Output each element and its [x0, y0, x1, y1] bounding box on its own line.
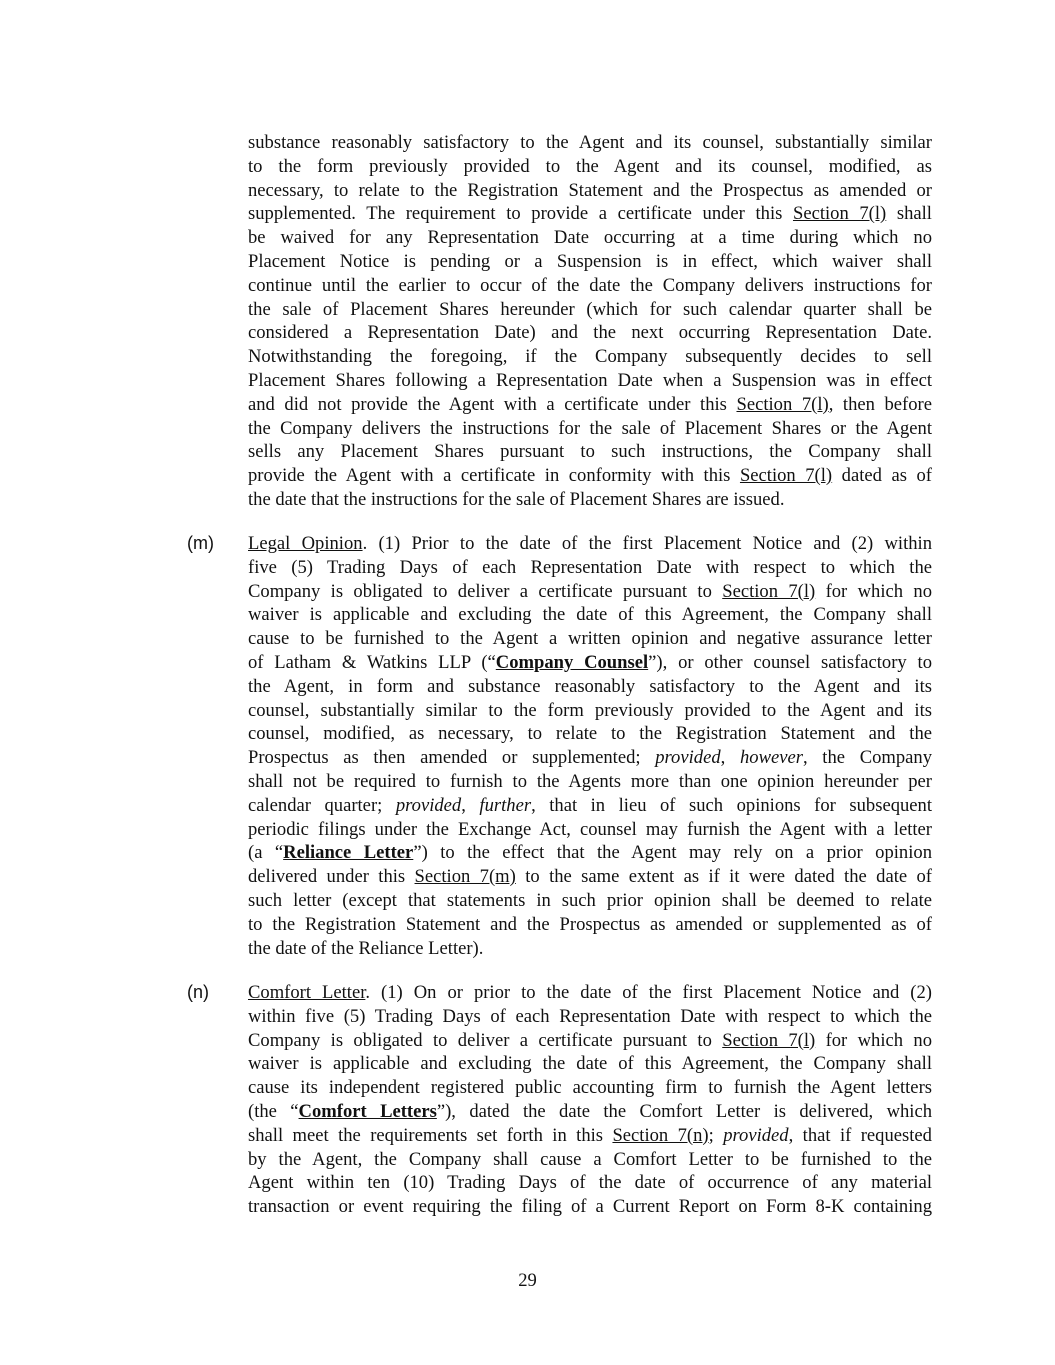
text-line — [248, 440, 932, 464]
text-line — [248, 981, 932, 1005]
text-span: periodic filings under the Exchange Act, counsel may furnish the Agent with a letter — [248, 818, 932, 840]
text-line — [248, 722, 932, 746]
text-line — [248, 818, 932, 842]
text-span: the sale of Placement Shares hereunder (which for such calendar quarter shall be — [248, 298, 932, 320]
text-span: waiver is applicable and excluding the date of this Agreement, the Company shall — [248, 604, 932, 626]
text-line — [248, 532, 932, 556]
text-line — [248, 1124, 932, 1148]
text-span: counsel, substantially similar to the form previously provided to the Agent and its — [248, 699, 932, 721]
text-span: , — [720, 747, 740, 769]
text-span: (the “ — [248, 1100, 299, 1122]
text-span: sells any Placement Shares pursuant to such instructions, the Company shall — [248, 441, 932, 463]
text-span: Notwithstanding the foregoing, if the Company subsequently decides to sell — [248, 346, 932, 368]
cross-reference: Section 7(l) — [722, 1029, 816, 1051]
text-line — [248, 1148, 932, 1172]
text-span: , that if requested — [788, 1124, 932, 1146]
text-span: cause its independent registered public accounting firm to furnish the Agent letters — [248, 1077, 932, 1099]
text-line — [248, 937, 932, 961]
text-line — [248, 464, 932, 488]
text-line — [248, 675, 932, 699]
text-line — [248, 155, 932, 179]
emphasis-text: provided — [395, 794, 462, 816]
text-line — [248, 1195, 932, 1219]
text-line — [248, 627, 932, 651]
text-line — [248, 274, 932, 298]
text-span: calendar quarter; — [248, 794, 396, 816]
text-span: ”), dated the date the Comfort Letter is delivered, which — [436, 1100, 933, 1122]
text-span: shall not be required to furnish to the Agents more than one opinion hereunder per — [248, 770, 932, 792]
text-span: for which no — [815, 580, 932, 602]
text-line — [248, 746, 932, 770]
text-span: for which no — [815, 1029, 932, 1051]
emphasis-text: however — [739, 747, 803, 769]
defined-term: Comfort Letters — [298, 1100, 437, 1122]
text-span: of Latham & Watkins LLP (“ — [248, 651, 496, 673]
text-line — [248, 794, 932, 818]
text-span: the Agent, in form and substance reasonably satisfactory to the Agent and its — [248, 675, 932, 697]
text-line — [248, 179, 932, 203]
text-line — [248, 345, 932, 369]
emphasis-text: provided — [723, 1124, 789, 1146]
text-span: Prospectus as then amended or supplemented; — [248, 747, 656, 769]
text-span: . (1) Prior to the date of the first Placement Notice and (2) within — [362, 533, 933, 554]
text-span: waiver is applicable and excluding the date of this Agreement, the Company shall — [248, 1053, 932, 1075]
text-span: ”) to the effect that the Agent may rely on a prior opinion — [413, 842, 932, 864]
text-span: such letter (except that statements in such prior opinion shall be deemed to relate — [248, 889, 932, 911]
text-span: delivered under this — [248, 866, 415, 888]
defined-term: Reliance Letter — [283, 842, 414, 864]
cross-reference: Section 7(n) — [612, 1124, 709, 1146]
text-span: be waived for any Representation Date occurring at a time during which no — [248, 227, 932, 249]
text-span: and did not provide the Agent with a certificate under this — [248, 393, 737, 415]
text-span: by the Agent, the Company shall cause a Comfort Letter to be furnished to the — [248, 1148, 932, 1170]
text-span: necessary, to relate to the Registration Statement and the Prospectus as amended or — [248, 179, 932, 201]
text-span: Placement Notice is pending or a Suspension is in effect, which waiver shall — [248, 250, 932, 272]
cross-reference: Legal Opinion — [248, 533, 363, 554]
text-line — [248, 298, 932, 322]
text-line — [248, 865, 932, 889]
text-span: Company is obligated to deliver a certificate pursuant to — [248, 1029, 723, 1051]
text-line — [248, 770, 932, 794]
cross-reference: Comfort Letter — [248, 982, 366, 1003]
text-line — [248, 393, 932, 417]
cross-reference: Section 7(m) — [414, 866, 516, 888]
text-span: ; — [708, 1124, 724, 1146]
text-line — [248, 889, 932, 913]
text-line — [248, 651, 932, 675]
page-number: 29 — [518, 1270, 537, 1291]
text-span: dated as of — [832, 465, 932, 487]
cross-reference: Section 7(l) — [739, 465, 833, 487]
text-line — [248, 1171, 932, 1195]
text-line — [248, 1029, 932, 1053]
text-line — [248, 556, 932, 580]
clause-label-m: (m) — [187, 533, 214, 553]
text-line — [248, 913, 932, 937]
text-line — [248, 1076, 932, 1100]
text-line — [248, 580, 932, 604]
text-span: (a “ — [248, 842, 284, 864]
text-line — [248, 699, 932, 723]
text-span: the Company delivers the instructions for the sale of Placement Shares or the Agent — [248, 417, 932, 439]
text-line — [248, 226, 932, 250]
text-line — [248, 321, 932, 345]
text-span: , — [461, 794, 480, 816]
text-line — [248, 1005, 932, 1029]
text-span: Placement Shares following a Representation Date when a Suspension was in effect — [248, 369, 932, 391]
defined-term: Company Counsel — [495, 651, 649, 673]
text-span: provide the Agent with a certificate in conformity with this — [248, 465, 740, 487]
emphasis-text: further — [479, 794, 532, 816]
text-span: the date of the Reliance Letter). — [248, 937, 484, 959]
paragraph-comfort-letter — [248, 981, 932, 1219]
text-line — [248, 1100, 932, 1124]
text-span: to the same extent as if it were dated the date of — [515, 866, 932, 888]
text-span: the date that the instructions for the sale of Placement Shares are issued. — [248, 488, 785, 510]
text-line — [248, 603, 932, 627]
text-line — [248, 369, 932, 393]
text-span: substance reasonably satisfactory to the Agent and its counsel, substantially similar — [248, 132, 932, 153]
emphasis-text: provided — [655, 747, 721, 769]
text-span: , the Company — [802, 747, 933, 769]
text-span: transaction or event requiring the filing of a Current Report on Form 8-K containing — [248, 1196, 932, 1218]
text-span: to the Registration Statement and the Prospectus as amended or supplemented as of — [248, 913, 932, 935]
text-line — [248, 250, 932, 274]
text-span: ”), or other counsel satisfactory to — [648, 651, 932, 673]
cross-reference: Section 7(l) — [722, 580, 816, 602]
text-span: . (1) On or prior to the date of the first Placement Notice and (2) — [365, 982, 932, 1003]
text-span: Agent within ten (10) Trading Days of the date of occurrence of any material — [248, 1172, 932, 1194]
text-span: continue until the earlier to occur of the date the Company delivers instructions for — [248, 274, 932, 296]
text-span: shall meet the requirements set forth in this — [248, 1124, 613, 1146]
text-span: Company is obligated to deliver a certificate pursuant to — [248, 580, 723, 602]
clause-label-n: (n) — [187, 982, 209, 1002]
text-line — [248, 841, 932, 865]
cross-reference: Section 7(l) — [736, 393, 829, 415]
text-span: counsel, modified, as necessary, to relate to the Registration Statement and the — [248, 723, 932, 745]
text-line — [248, 131, 932, 155]
text-span: , then before — [828, 393, 932, 415]
text-line — [248, 202, 932, 226]
paragraph-legal-opinion — [248, 532, 932, 960]
text-span: cause to be furnished to the Agent a written opinion and negative assurance letter — [248, 628, 932, 650]
text-span: to the form previously provided to the Agent and its counsel, modified, as — [248, 155, 932, 177]
text-span: , that in lieu of such opinions for subsequent — [531, 794, 933, 816]
text-line — [248, 488, 932, 512]
text-span: five (5) Trading Days of each Representation Date with respect to which the — [248, 556, 932, 578]
cross-reference: Section 7(l) — [792, 203, 887, 225]
paragraph-continuation — [248, 131, 932, 512]
text-span: within five (5) Trading Days of each Representation Date with respect to which the — [248, 1005, 932, 1027]
text-line — [248, 417, 932, 441]
text-line — [248, 1052, 932, 1076]
text-span: considered a Representation Date) and the next occurring Representation Date. — [248, 322, 932, 344]
text-span: shall — [886, 203, 932, 225]
text-span: supplemented. The requirement to provide a certificate under this — [248, 203, 793, 225]
